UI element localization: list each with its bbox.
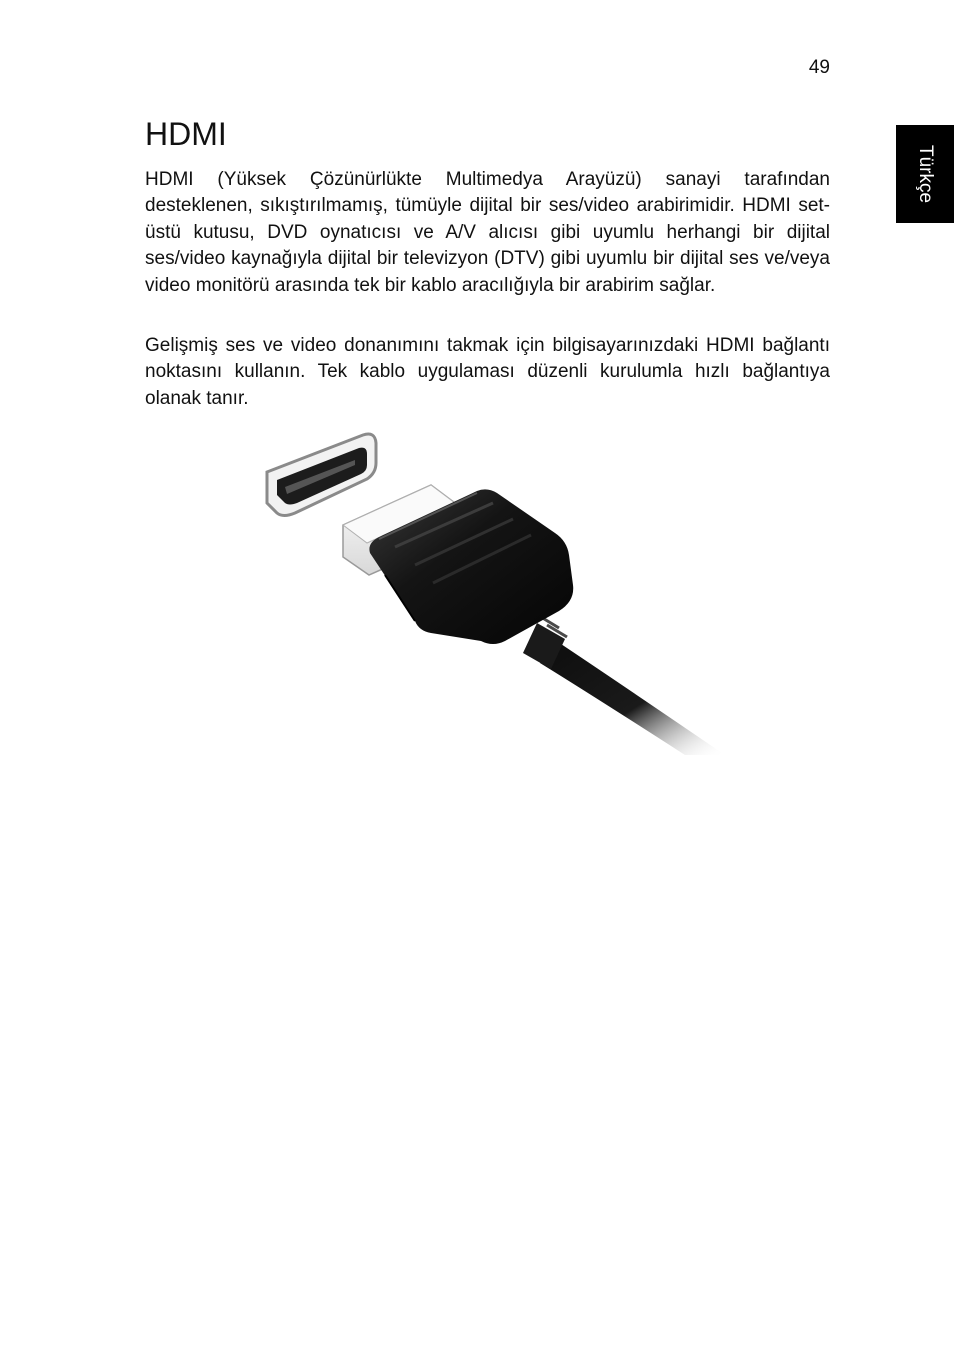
language-tab (896, 125, 954, 223)
paragraph-usage: Gelişmiş ses ve video donanımını takmak için bilgisayarınızdaki HDMI bağlantı noktasını kullanın. Tek kablo uygulaması düzenli kurulumla hızlı bağlantıya olanak tanır. (145, 335, 830, 409)
language-tab-label: Türkçe (915, 144, 936, 204)
hdmi-connector-icon (255, 425, 725, 755)
paragraph-intro: HDMI (Yüksek Çözünürlükte Multimedya Arayüzü) sanayi tarafından desteklenen, sıkıştırılmamış, tümüyle dijital bir ses/video arabirimidir. HDMI set-üstü kutusu, DVD oynatıcısı ve A/V alıcısı gibi uyumlu herhangi bir dijital ses/video kaynağıyla dijital bir televizyon (DTV) gibi uyumlu bir dijital ses ve/veya video monitörü arasında tek bir kablo aracılığıyla bir arabirim sağlar. (145, 169, 830, 296)
section-title: HDMI (145, 116, 227, 152)
page-number: 49 (808, 57, 830, 78)
hdmi-cable (523, 617, 725, 755)
hdmi-port-icon (267, 434, 376, 516)
